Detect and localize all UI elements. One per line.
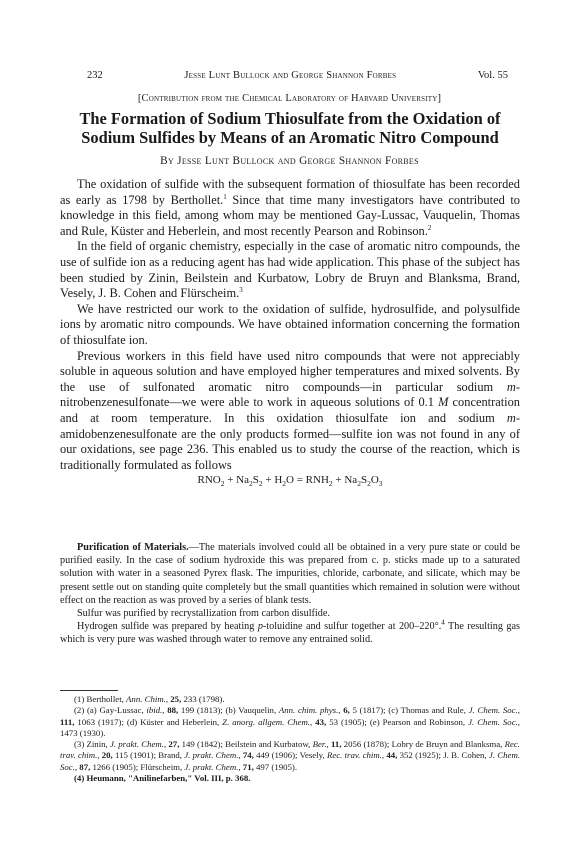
text-span: Since that time many investigators have contributed to knowledge in this field, among whom may be mentioned Gay-Lussac, Vauquelin, Thomas and Rule, Küster and Heberlein, and most recently Pearson and Robinson. [60,192,521,238]
footnote-3 [60,739,520,773]
byline: By Jesse Lunt Bullock and George Shannon Forbes [160,155,419,167]
text-span: 53 (1905); (e) Pearson and Robinson, [326,716,469,727]
eq-term: S [360,474,368,487]
eq-term: + H [262,474,283,487]
body-text [60,177,520,489]
footnote-ref: 1 [223,192,227,201]
text-span: -toluidine and sulfur together at 200–220°. [262,621,442,633]
article-title [60,109,520,147]
text-span: 1473 (1930). [60,727,106,738]
text-span: 149 (1842); Beilstein and Kurbatow, [179,739,313,750]
title-line-2: Sodium Sulfides by Means of an Aromatic Nitro Compound [81,128,499,147]
volume-number: 27, [166,739,180,750]
text-span: 352 (1925); J. B. Cohen, [397,750,489,761]
eq-term: O = RNH [286,474,329,487]
text-span: The resulting gas which is very pure was washed through water to remove any entrained solid. [60,621,520,646]
italic-prefix: p [257,621,263,633]
text-span: In the field of organic chemistry, especially in the case of aromatic nitro compounds, the use of sulfide ion as a reducing agent has had wide application. This phase of the subject has been studied by Zinin, Beilstein and Kurbatow, Lobry de Bruyn and Blanksma, Brand, Vesely, J. B. Cohen and Flürscheim. [60,239,520,301]
title-line-1: The Formation of Sodium Thiosulfate from the Oxidation of [79,109,501,128]
journal-name: J. Chem. Soc., [468,716,521,727]
text-span: (3) Zinin, [74,739,110,750]
eq-term: S [252,474,259,487]
volume-number: 11, [328,739,342,750]
text-span: Previous workers in this field have used nitro compounds that were not appreciably soluble in aqueous solution and have employed higher temperatures and mixed solvents. By the use of sulfonated aromatic nitro compounds—in particular sodium [60,348,520,394]
text-span: 497 (1905). [253,761,298,772]
sulfur-paragraph: Sulfur was purified by recrystallization from carbon disulfide. [77,608,330,620]
eq-subscript: 2 [220,479,225,489]
section-runin-heading: Purification of Materials. [77,542,189,553]
text-span: 115 (1901); Brand, [112,750,185,761]
volume-number: 87, [77,761,91,772]
italic-prefix: m [506,379,516,394]
text-span: -amidobenzenesulfonate are the only products formed—sulfite ion was not found in any of our oxidations, see page 236. This enabled us to study the course of the reaction, which is traditionally formulated as follows [60,410,520,472]
eq-subscript: 2 [249,479,253,489]
journal-name: J. Chem. Soc., [60,750,520,772]
text-span: 449 (1906); Vesely, [253,750,327,761]
text-span: -nitrobenzenesulfonate—we were able to work in aqueous solutions of 0.1 [60,379,520,410]
paragraph-4 [60,349,520,474]
paragraph-1 [60,177,520,239]
journal-name: Ber., [312,739,329,750]
journal-name: J. Chem. Soc., [468,705,520,716]
text-span: The oxidation of sulfide with the subsequent formation of thiosulfate has been recorded as early as 1798 by Berthollet. [60,177,520,207]
journal-name: Z. anorg. allgem. Chem., [222,716,313,727]
experimental-section [60,541,520,647]
reaction-equation [60,473,520,489]
volume-number: 25, [168,694,182,704]
volume-number: 20, [99,750,113,761]
footnotes [60,694,520,784]
page-number: 232 [87,70,103,81]
eq-subscript: 2 [328,479,333,489]
text-span: —The materials involved could all be obtained in a very pure state or could be purified easily. In the case of sodium hydroxide this was prepared from c. p. sticks made up to a saturated solution with water in a seasoned Pyrex flask. The impurities, chloride, carbonate, and silicate, which may be present settle out on standing quite completely but the small quantities which remained in solution were without effect on the reaction as was proved by a series of blank tests. [60,542,520,606]
eq-subscript: 2 [367,479,371,489]
footnote-4: (4) Heumann, "Anilinefarben," Vol. III, p. 368. [74,773,251,784]
footnote-ref: 4 [441,618,445,627]
text-span: 1266 (1905); Flürscheim, [90,761,185,772]
running-title: Jesse Lunt Bullock and George Shannon Forbes [184,70,397,81]
contribution-note: [Contribution from the Chemical Laboratory of Harvard University] [137,93,442,104]
footnote-divider [60,690,118,691]
footnote-ref: 3 [239,286,243,295]
journal-name: J. prakt. Chem., [184,761,241,772]
text-span: 1063 (1917); (d) Küster and Heberlein, [74,716,223,727]
footnote-1 [60,694,520,705]
footnote-2 [60,705,520,739]
text-span: (1) Berthollet, [74,694,127,704]
journal-name: ibid., [146,705,165,716]
volume-label: Vol. 55 [477,70,508,81]
molarity-symbol: M [438,395,449,410]
eq-term: RNO [197,474,221,487]
footnote-ref: 2 [427,223,432,232]
volume-number: 6, [340,705,350,716]
text-span: 233 (1798). [181,694,225,704]
journal-name: Ann. Chim., [126,694,169,704]
journal-name: J. prakt. Chem., [109,739,167,750]
journal-name: J. prakt. Chem., [184,750,241,761]
volume-number: 88, [164,705,179,716]
volume-number: 111, [60,716,75,727]
eq-subscript: 2 [282,479,287,489]
journal-name: Rec. trav. chim., [326,750,385,761]
eq-subscript: 3 [378,479,383,489]
journal-name: Rec. trav. chim., [60,739,520,761]
hydrogen-sulfide-paragraph [60,620,520,646]
text-span: 5 (1817); (c) Thomas and Rule, [349,705,469,716]
eq-subscript: 2 [357,479,361,489]
eq-term: + Na [332,474,358,487]
volume-number: 71, [240,761,254,772]
volume-number: 74, [240,750,254,761]
text-span: (2) (a) Gay-Lussac, [74,705,147,716]
paragraph-3: We have restricted our work to the oxidation of sulfide, hydrosulfide, and polysulfide ions by aromatic nitro compounds. We have obtained information concerning the formation of thiosulfate ion. [60,301,520,347]
eq-subscript: 2 [258,479,263,489]
text-span: concentration and at room temperature. In this oxidation thiosulfate ion and sodium [60,395,520,425]
volume-number: 44, [384,750,398,761]
running-header [87,70,508,81]
volume-number: 43, [312,716,327,727]
journal-name: Ann. chim. phys., [278,705,341,716]
paragraph-2 [60,239,520,301]
italic-prefix: m [506,410,516,425]
eq-term: + Na [224,474,249,487]
eq-term: O [370,474,379,487]
text-span: 199 (1813); (b) Vauquelin, [178,705,279,716]
text-span: 2056 (1878); Lobry de Bruyn and Blanksma, [341,739,505,750]
purification-paragraph [60,541,520,607]
text-span: Hydrogen sulfide was prepared by heating [77,621,258,633]
